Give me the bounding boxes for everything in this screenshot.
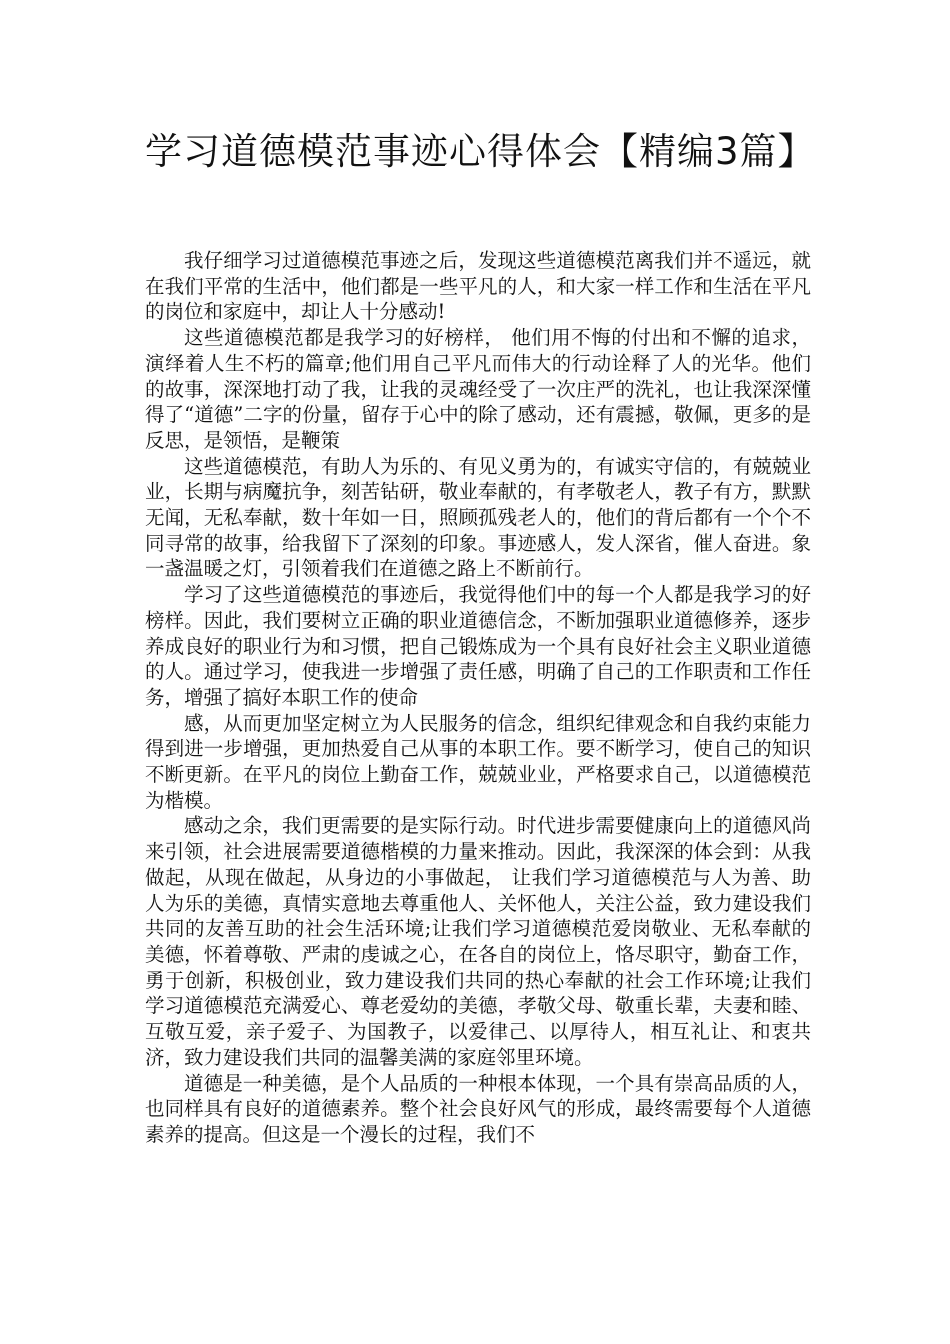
- paragraph: 这些道德模范都是我学习的好榜样， 他们用不悔的付出和不懈的追求，演绎着人生不朽的篇章;他们用自己平凡而伟大的行动诠释了人的光华。他们的故事，深深地打动了我，让我的灵魂经受了一次庄严的洗礼，也让我深深懂得了“道德”二字的份量，留存于心中的除了感动，还有震撼，敬佩，更多的是反思，是领悟，是鞭策: [145, 326, 811, 452]
- paragraph: 学习了这些道德模范的事迹后，我觉得他们中的每一个人都是我学习的好榜样。因此，我们要树立正确的职业道德信念，不断加强职业道德修养，逐步养成良好的职业行为和习惯，把自己锻炼成为一个具有良好社会主义职业道德的人。通过学习，使我进一步增强了责任感，明确了自己的工作职责和工作任务，增强了搞好本职工作的使命: [145, 583, 811, 709]
- paragraph: 道德是一种美德，是个人品质的一种根本体现，一个具有崇高品质的人，也同样具有良好的道德素养。整个社会良好风气的形成，最终需要每个人道德素养的提高。但这是一个漫长的过程，我们不: [145, 1071, 811, 1146]
- paragraph: 这些道德模范，有助人为乐的、有见义勇为的，有诚实守信的，有兢兢业业，长期与病魔抗争，刻苦钻研，敬业奉献的，有孝敬老人，教子有方，默默无闻，无私奉献，数十年如一日，照顾孤残老人的，他们的背后都有一个个不同寻常的故事，给我留下了深刻的印象。事迹感人，发人深省，催人奋进。象一盏温暖之灯，引领着我们在道德之路上不断前行。: [145, 454, 811, 581]
- paragraph: 感，从而更加坚定树立为人民服务的信念，组织纪律观念和自我约束能力得到进一步增强，更加热爱自己从事的本职工作。要不断学习，使自己的知识不断更新。在平凡的岗位上勤奋工作，兢兢业业，严格要求自己，以道德模范为楷模。: [145, 711, 811, 812]
- paragraph: 感动之余，我们更需要的是实际行动。时代进步需要健康向上的道德风尚来引领，社会进展需要道德楷模的力量来推动。因此，我深深的体会到：从我做起，从现在做起，从身边的小事做起， 让我们学习道德模范与人为善、助人为乐的美德，真情实意地去尊重他人、关怀他人，关注公益，致力建设我们共同的友善互助的社会生活环境;让我们学习道德模范爱岗敬业、无私奉献的美德，怀着尊敬、严肃的虔诚之心，在各自的岗位上，恪尽职守，勤奋工作，勇于创新，积极创业，致力建设我们共同的热心奉献的社会工作环境;让我们学习道德模范充满爱心、尊老爱幼的美德，孝敬父母、敬重长辈，夫妻和睦、互敬互爱，亲子爱子、为国教子，以爱律己、以厚待人，相互礼让、和衷共济，致力建设我们共同的温馨美满的家庭邻里环境。: [145, 814, 811, 1069]
- paragraph: 我仔细学习过道德模范事迹之后，发现这些道德模范离我们并不遥远，就在我们平常的生活中，他们都是一些平凡的人，和大家一样工作和生活在平凡的岗位和家庭中，却让人十分感动!: [145, 249, 811, 324]
- document-title: 学习道德模范事迹心得体会【精编3篇】: [145, 130, 816, 173]
- document-body: [145, 248, 811, 1148]
